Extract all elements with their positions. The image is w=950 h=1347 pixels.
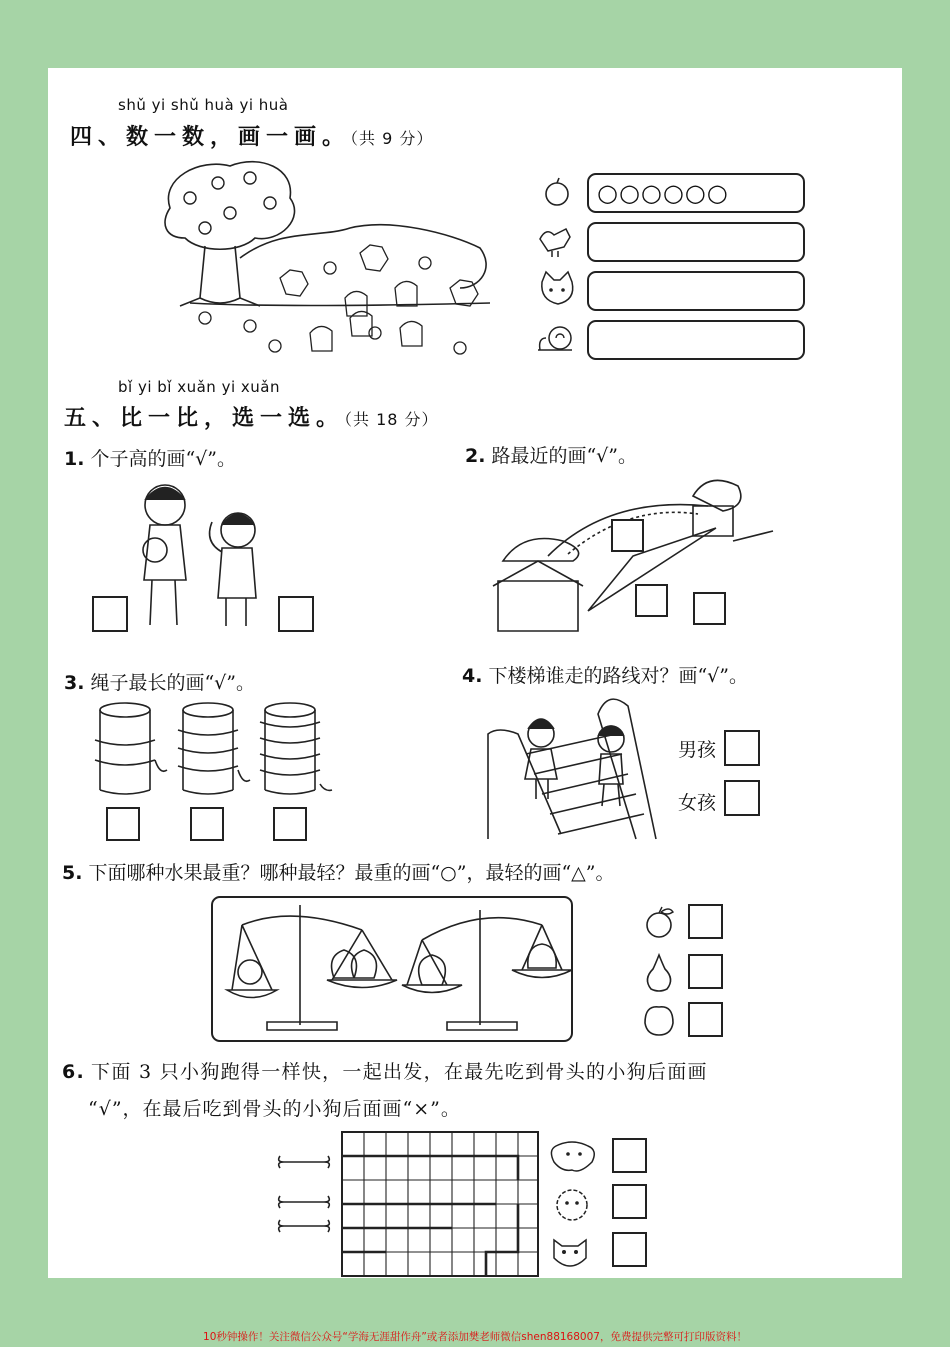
apple-answer-box[interactable] <box>688 904 723 939</box>
girl-label: 女孩 <box>678 792 717 814</box>
question-6-text-line1: 下面 3 只小狗跑得一样快，一起出发，在最先吃到骨头的小狗后面画 <box>91 1061 708 1083</box>
q1-answer-box-right[interactable] <box>278 596 314 632</box>
q3-answer-box-3[interactable] <box>273 807 307 841</box>
apple-icon <box>643 906 677 940</box>
puppy-icon <box>550 1236 590 1272</box>
hen-icon <box>536 225 576 257</box>
question-2-text: 路最近的画“√”。 <box>491 445 637 467</box>
question-1-number: 1. <box>64 448 85 470</box>
question-2 <box>465 441 637 468</box>
question-5 <box>62 858 615 885</box>
rope-cylinders-illustration <box>90 700 340 800</box>
question-1-text: 个子高的画“√”。 <box>90 448 236 470</box>
balance-scales-illustration <box>222 900 562 1040</box>
footer-notice: 10秒钟操作！关注微信公众号“学海无涯甜作舟”或者添加樊老师微信shen88168007，免费提供完整可打印版资料！ <box>203 1331 747 1343</box>
cat-count-box[interactable] <box>587 271 805 311</box>
pear-icon <box>643 952 677 992</box>
apple-icon <box>540 178 576 206</box>
question-5-number: 5. <box>62 862 83 884</box>
section4-points: （共 9 分） <box>350 129 434 148</box>
two-boys-illustration <box>130 480 280 630</box>
boy-label: 男孩 <box>678 739 717 761</box>
question-6 <box>62 1057 708 1084</box>
q1-answer-box-left[interactable] <box>92 596 128 632</box>
mushroom-houses-illustration <box>488 476 778 636</box>
question-3 <box>64 668 255 695</box>
section5-points: （共 18 分） <box>344 410 439 429</box>
question-6-line2: “√”，在最后吃到骨头的小狗后面画“×”。 <box>88 1098 461 1120</box>
section4-title <box>70 120 433 151</box>
q2-answer-box-right[interactable] <box>693 592 726 625</box>
maze-grid <box>340 1130 540 1278</box>
dog2-answer-box[interactable] <box>612 1184 647 1219</box>
q3-answer-box-2[interactable] <box>190 807 224 841</box>
section5-title <box>64 401 439 432</box>
section5-title-text: 五、比一比，选一选。 <box>64 406 345 431</box>
peach-icon <box>643 1002 677 1036</box>
question-4 <box>462 661 748 688</box>
tree-animals-scene <box>160 158 500 368</box>
dog3-answer-box[interactable] <box>612 1232 647 1267</box>
boy-answer-box[interactable] <box>724 730 760 766</box>
question-3-number: 3. <box>64 672 85 694</box>
hen-count-box[interactable] <box>587 222 805 262</box>
q3-answer-box-1[interactable] <box>106 807 140 841</box>
bones-illustration <box>276 1142 336 1252</box>
apple-count-box[interactable] <box>587 173 805 213</box>
stairs-illustration <box>486 694 676 844</box>
poodle-icon <box>552 1185 592 1225</box>
apple-circles: ○○○○○○ <box>597 179 729 207</box>
question-3-text: 绳子最长的画“√”。 <box>90 672 255 694</box>
peach-answer-box[interactable] <box>688 1002 723 1037</box>
girl-answer-box[interactable] <box>724 780 760 816</box>
cat-icon <box>536 272 576 308</box>
q2-answer-box-middle[interactable] <box>635 584 668 617</box>
question-1 <box>64 444 236 471</box>
pear-answer-box[interactable] <box>688 954 723 989</box>
q2-answer-box-top[interactable] <box>611 519 644 552</box>
snail-icon <box>536 322 576 354</box>
dog-icon <box>550 1140 598 1172</box>
section5-pinyin: bǐ yi bǐ xuǎn yi xuǎn <box>118 378 280 396</box>
question-4-number: 4. <box>462 665 483 687</box>
section4-title-text: 四、数一数，画一画。 <box>70 125 351 150</box>
question-2-number: 2. <box>465 445 486 467</box>
question-6-number: 6. <box>62 1061 86 1083</box>
snail-count-box[interactable] <box>587 320 805 360</box>
section4-pinyin: shǔ yi shǔ huà yi huà <box>118 96 289 114</box>
dog1-answer-box[interactable] <box>612 1138 647 1173</box>
question-4-text: 下楼梯谁走的路线对？画“√”。 <box>488 665 748 687</box>
question-5-text: 下面哪种水果最重？哪种最轻？最重的画“○”，最轻的画“△”。 <box>88 862 615 884</box>
